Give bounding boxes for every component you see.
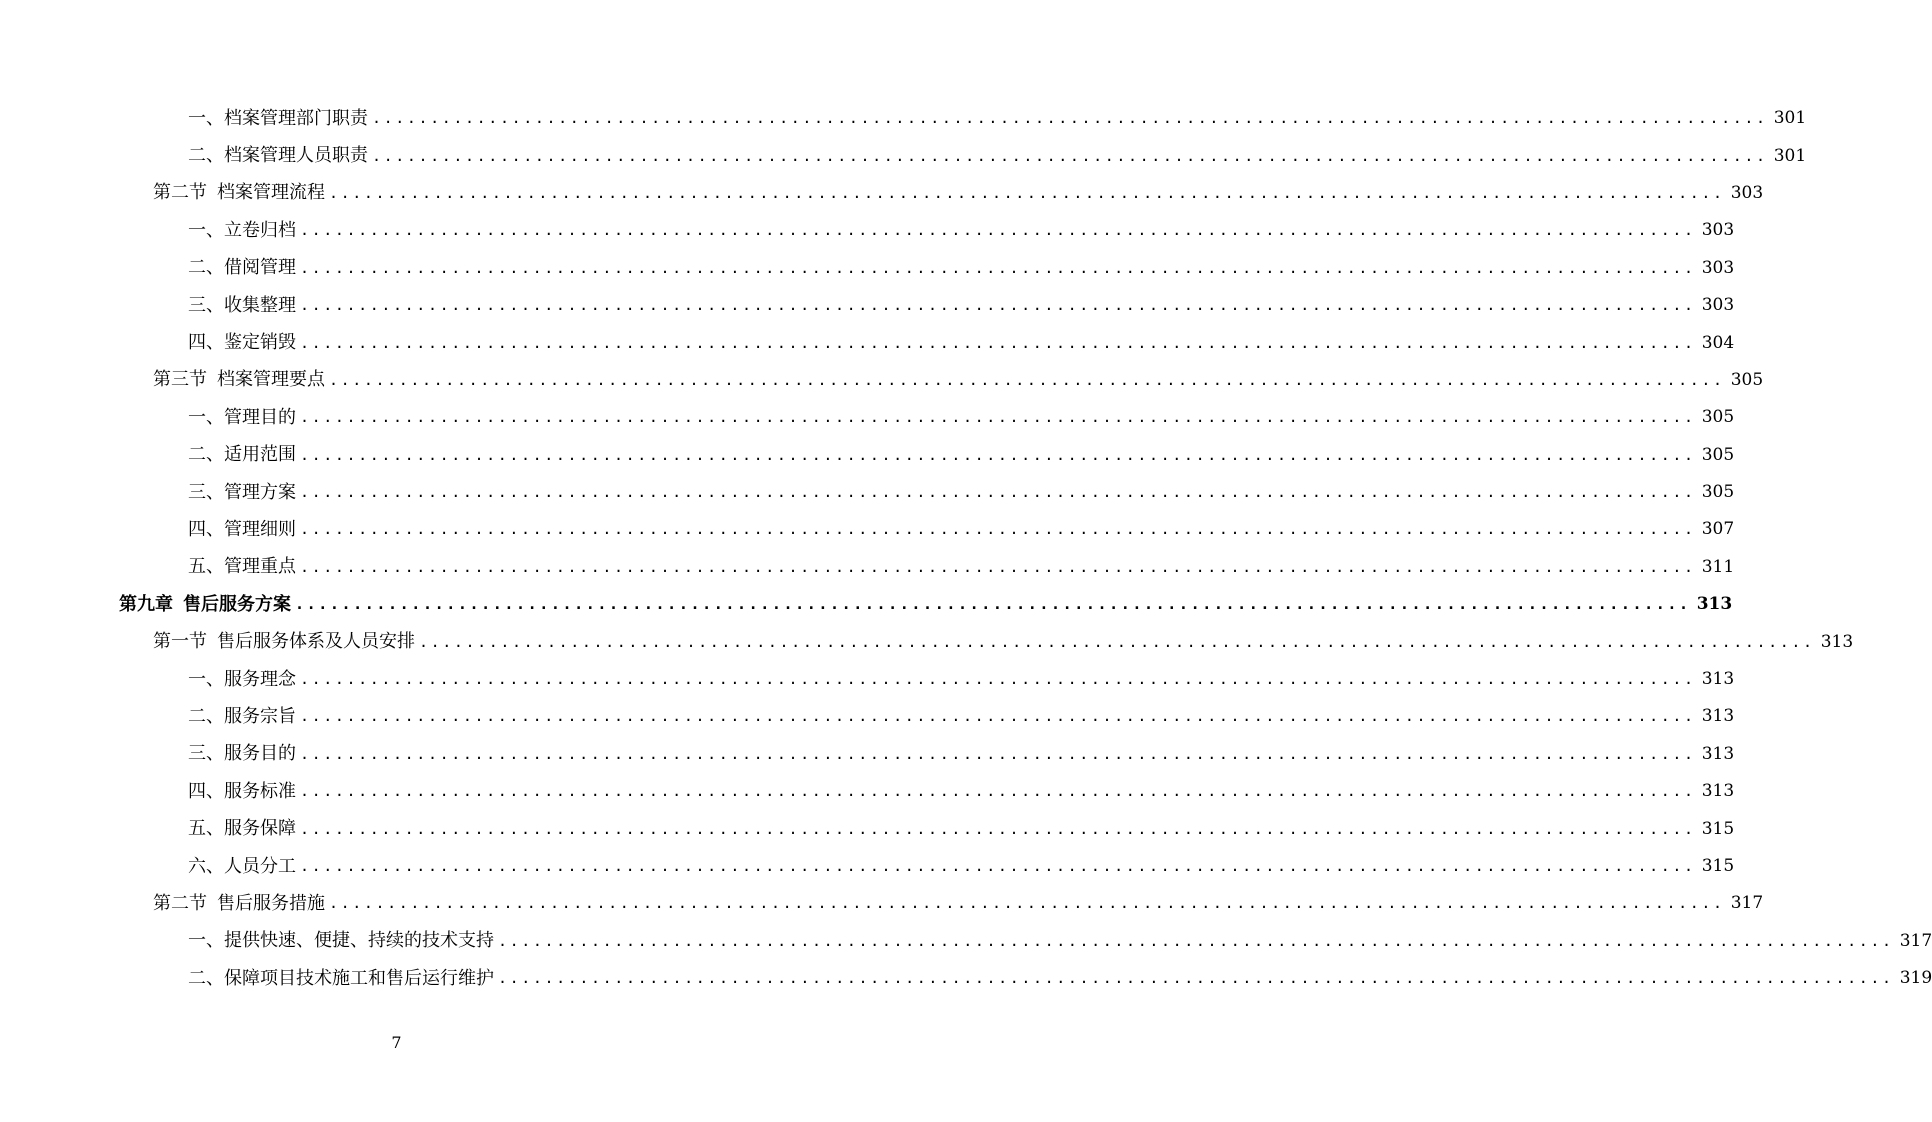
toc-subsection-entry[interactable] [0, 437, 1735, 474]
table-of-contents [0, 100, 1932, 997]
toc-entry-title [188, 780, 296, 802]
toc-entry-title [188, 855, 296, 877]
toc-entry-page-number: 313 [1701, 706, 1735, 727]
toc-entry-text: 管理目的 [224, 406, 296, 428]
toc-entry-title [153, 633, 415, 651]
toc-entry-page-number: 305 [1701, 407, 1735, 428]
toc-entry-title [188, 219, 296, 241]
toc-subsection-entry[interactable] [0, 324, 1735, 361]
toc-entry-prefix: 三、 [188, 294, 224, 316]
toc-leader-dots: ........................................................................................................................ [300, 670, 1696, 689]
toc-entry-text: 鉴定销毁 [224, 332, 296, 354]
toc-leader-dots: ........................................................................................................................ [295, 595, 1691, 614]
toc-subsection-entry[interactable] [0, 773, 1735, 810]
toc-leader-dots: ........................................................................................................................ [300, 296, 1696, 315]
toc-entry-page-number: 305 [1701, 444, 1735, 465]
toc-leader-dots: ........................................................................................................................ [372, 146, 1768, 165]
toc-entry-title [188, 668, 296, 690]
toc-entry-prefix: 第三节 [153, 369, 207, 391]
toc-entry-title [153, 184, 325, 202]
toc-entry-text: 立卷归档 [224, 219, 296, 241]
toc-leader-dots: ........................................................................................................................ [372, 109, 1768, 128]
toc-section-entry[interactable] [0, 885, 1764, 922]
toc-leader-dots: ........................................................................................................................ [300, 819, 1696, 838]
toc-subsection-entry[interactable] [0, 399, 1735, 436]
toc-leader-dots: ........................................................................................................................ [300, 445, 1696, 464]
toc-entry-text: 服务标准 [224, 780, 296, 802]
toc-entry-page-number: 313 [1696, 594, 1733, 615]
toc-entry-title [188, 705, 296, 727]
toc-entry-page-number: 313 [1701, 743, 1735, 764]
toc-subsection-entry[interactable] [0, 736, 1735, 773]
toc-entry-title [188, 932, 494, 950]
toc-leader-dots: ........................................................................................................................ [329, 894, 1725, 913]
toc-leader-dots: ........................................................................................................................ [300, 408, 1696, 427]
toc-entry-text: 适用范围 [224, 444, 296, 466]
toc-leader-dots: ........................................................................................................................ [300, 520, 1696, 539]
toc-leader-dots: ........................................................................................................................ [329, 370, 1725, 389]
toc-entry-text: 售后服务体系及人员安排 [217, 631, 415, 653]
toc-entry-text: 收集整理 [224, 294, 296, 316]
toc-entry-title [188, 745, 296, 763]
toc-entry-page-number: 317 [1730, 893, 1764, 914]
toc-entry-prefix: 二、 [188, 145, 224, 167]
toc-subsection-entry[interactable] [0, 698, 1735, 735]
toc-entry-prefix: 第二节 [153, 892, 207, 914]
toc-subsection-entry[interactable] [0, 923, 1932, 960]
toc-leader-dots: ........................................................................................................................ [300, 744, 1696, 763]
toc-section-entry[interactable] [0, 623, 1854, 660]
toc-entry-page-number: 313 [1701, 781, 1735, 802]
toc-entry-text: 服务宗旨 [224, 705, 296, 727]
toc-entry-text: 管理细则 [224, 518, 296, 540]
toc-entry-prefix: 六、 [188, 855, 224, 877]
toc-leader-dots: ........................................................................................................................ [300, 857, 1696, 875]
toc-chapter-entry[interactable] [0, 586, 1733, 623]
toc-leader-dots: ........................................................................................................................ [300, 707, 1696, 726]
toc-entry-text: 售后服务方案 [183, 593, 291, 615]
toc-entry-prefix: 第九章 [119, 593, 173, 615]
toc-leader-dots: ........................................................................................................................ [329, 183, 1725, 202]
toc-section-entry[interactable] [0, 362, 1764, 399]
toc-section-entry[interactable] [0, 175, 1764, 212]
toc-entry-text: 保障项目技术施工和售后运行维护 [224, 967, 494, 989]
toc-leader-dots: ........................................................................................................................ [419, 632, 1815, 651]
toc-entry-title [119, 593, 291, 615]
toc-subsection-entry[interactable] [0, 474, 1735, 511]
toc-subsection-entry[interactable] [0, 100, 1807, 137]
toc-entry-page-number: 307 [1701, 519, 1735, 540]
toc-leader-dots: ........................................................................................................................ [300, 483, 1696, 502]
toc-entry-prefix: 四、 [188, 332, 224, 354]
toc-entry-prefix: 第一节 [153, 631, 207, 653]
toc-entry-page-number: 305 [1730, 369, 1764, 390]
toc-subsection-entry[interactable] [0, 549, 1735, 586]
toc-subsection-entry[interactable] [0, 661, 1735, 698]
toc-entry-text: 档案管理流程 [217, 182, 325, 204]
toc-subsection-entry[interactable] [0, 137, 1807, 174]
toc-leader-dots: ........................................................................................................................ [498, 931, 1894, 950]
toc-entry-title [188, 558, 296, 576]
toc-entry-title [188, 446, 296, 464]
toc-entry-prefix: 一、 [188, 930, 224, 952]
toc-entry-title [153, 371, 325, 389]
toc-entry-text: 管理重点 [224, 556, 296, 578]
toc-entry-page-number: 315 [1701, 818, 1735, 839]
toc-leader-dots: ........................................................................................................................ [300, 782, 1696, 801]
toc-entry-page-number: 319 [1899, 968, 1932, 989]
toc-entry-prefix: 三、 [188, 743, 224, 765]
toc-entry-prefix: 三、 [188, 481, 224, 503]
toc-leader-dots: ........................................................................................................................ [498, 969, 1894, 988]
toc-subsection-entry[interactable] [0, 212, 1735, 249]
toc-entry-title [188, 820, 296, 838]
toc-entry-page-number: 313 [1701, 669, 1735, 690]
toc-entry-text: 售后服务措施 [217, 892, 325, 914]
toc-entry-page-number: 313 [1820, 631, 1854, 652]
toc-subsection-entry[interactable] [0, 960, 1932, 997]
toc-entry-page-number: 301 [1773, 108, 1807, 129]
toc-entry-prefix: 第二节 [153, 182, 207, 204]
toc-entry-page-number: 303 [1701, 220, 1735, 241]
toc-leader-dots: ........................................................................................................................ [300, 557, 1696, 576]
toc-entry-prefix: 五、 [188, 818, 224, 840]
toc-entry-page-number: 303 [1701, 295, 1735, 316]
toc-entry-title [188, 147, 368, 165]
toc-entry-text: 档案管理人员职责 [224, 145, 368, 167]
toc-entry-prefix: 一、 [188, 107, 224, 129]
toc-entry-prefix: 一、 [188, 668, 224, 690]
toc-entry-title [153, 892, 325, 914]
toc-leader-dots: ........................................................................................................................ [300, 333, 1696, 352]
toc-entry-title [188, 294, 296, 316]
toc-entry-text: 借阅管理 [224, 257, 296, 279]
toc-subsection-entry[interactable] [0, 287, 1735, 324]
toc-entry-title [188, 107, 368, 129]
toc-leader-dots: ........................................................................................................................ [300, 221, 1696, 240]
toc-entry-title [188, 406, 296, 428]
toc-entry-text: 档案管理部门职责 [224, 107, 368, 129]
toc-subsection-entry[interactable] [0, 250, 1735, 287]
toc-entry-text: 服务目的 [224, 743, 296, 765]
toc-entry-prefix: 五、 [188, 556, 224, 578]
toc-entry-page-number: 317 [1899, 930, 1932, 951]
toc-entry-page-number: 305 [1701, 482, 1735, 503]
toc-entry-title [188, 518, 296, 540]
toc-entry-prefix: 一、 [188, 219, 224, 241]
toc-subsection-entry[interactable] [0, 810, 1735, 847]
toc-entry-text: 档案管理要点 [217, 369, 325, 391]
toc-entry-text: 服务保障 [224, 818, 296, 840]
toc-entry-title [188, 259, 296, 277]
toc-entry-title [188, 334, 296, 352]
toc-subsection-entry[interactable] [0, 848, 1735, 885]
toc-entry-title [188, 967, 494, 989]
toc-entry-page-number: 303 [1730, 182, 1764, 203]
toc-entry-page-number: 304 [1701, 332, 1735, 353]
toc-entry-prefix: 一、 [188, 406, 224, 428]
toc-entry-prefix: 四、 [188, 780, 224, 802]
toc-entry-prefix: 四、 [188, 518, 224, 540]
page-number: 7 [391, 1033, 402, 1052]
toc-entry-page-number: 315 [1701, 856, 1735, 876]
toc-leader-dots: ........................................................................................................................ [300, 258, 1696, 277]
toc-entry-prefix: 二、 [188, 705, 224, 727]
toc-entry-page-number: 301 [1773, 145, 1807, 166]
toc-entry-text: 管理方案 [224, 481, 296, 503]
toc-subsection-entry[interactable] [0, 511, 1735, 548]
toc-entry-text: 服务理念 [224, 668, 296, 690]
toc-entry-prefix: 二、 [188, 257, 224, 279]
toc-entry-title [188, 481, 296, 503]
toc-entry-page-number: 303 [1701, 257, 1735, 278]
toc-entry-text: 人员分工 [224, 855, 296, 877]
toc-entry-text: 提供快速、便捷、持续的技术支持 [224, 930, 494, 952]
toc-entry-prefix: 二、 [188, 444, 224, 466]
toc-entry-prefix: 二、 [188, 967, 224, 989]
toc-entry-page-number: 311 [1701, 556, 1735, 577]
